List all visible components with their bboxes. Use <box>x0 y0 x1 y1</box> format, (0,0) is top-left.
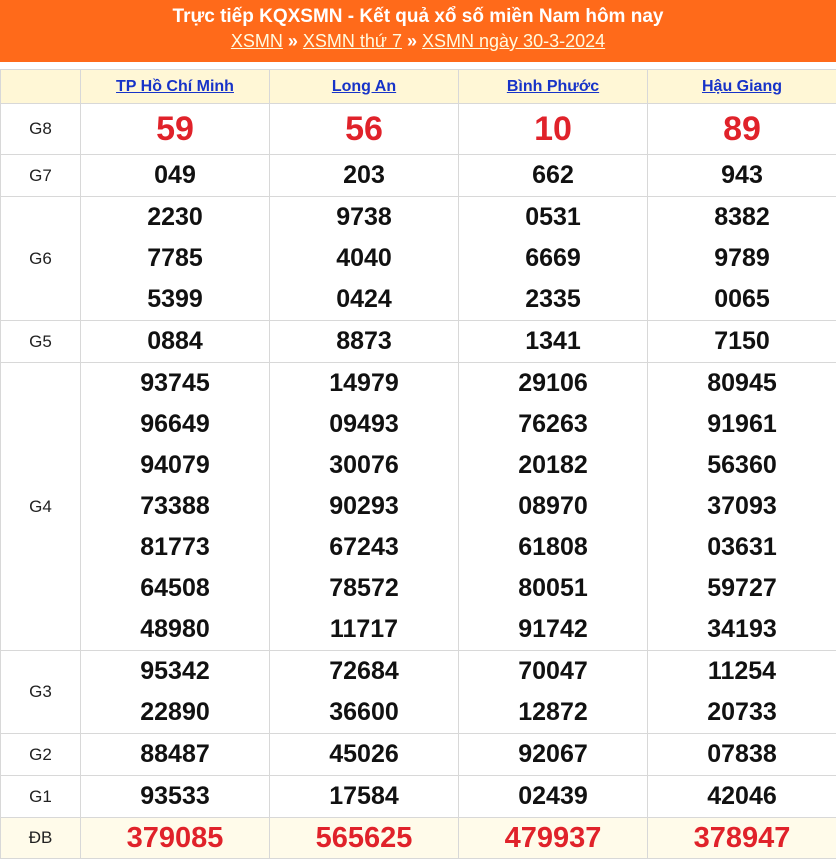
prize-label: G1 <box>1 776 81 818</box>
prize-label: G2 <box>1 734 81 776</box>
result-number: 73388 <box>140 492 210 520</box>
result-number: 95342 <box>140 657 210 685</box>
breadcrumb-xsmn-thu-7[interactable]: XSMN thứ 7 <box>302 31 402 51</box>
result-number: 02439 <box>518 782 588 810</box>
prize-row <box>1 651 836 734</box>
header-corner <box>1 70 81 104</box>
result-number: 565625 <box>315 822 413 854</box>
prize-cell <box>648 321 836 363</box>
prize-cell <box>648 734 836 776</box>
prize-row <box>1 818 836 859</box>
prize-label: G4 <box>1 363 81 651</box>
prize-cell <box>270 651 459 734</box>
prize-row <box>1 776 836 818</box>
prize-cell <box>270 776 459 818</box>
province-link-hau-giang[interactable]: Hậu Giang <box>701 77 782 95</box>
prize-cell <box>648 818 836 859</box>
result-number: 1341 <box>525 327 581 355</box>
result-number: 8873 <box>336 327 392 355</box>
result-number: 9789 <box>714 244 770 272</box>
result-number: 22890 <box>140 698 210 726</box>
prize-cell <box>270 818 459 859</box>
prize-row <box>1 321 836 363</box>
prize-table-body <box>1 104 836 859</box>
result-number: 56360 <box>707 451 777 479</box>
result-number: 80051 <box>518 574 588 602</box>
result-number: 29106 <box>518 369 588 397</box>
province-link-long-an[interactable]: Long An <box>331 77 397 95</box>
prize-cell <box>459 818 648 859</box>
prize-cell <box>81 155 270 197</box>
result-number: 379085 <box>126 822 224 854</box>
prize-cell <box>81 363 270 651</box>
result-number: 45026 <box>329 740 399 768</box>
prize-row <box>1 104 836 155</box>
result-number: 943 <box>721 161 763 189</box>
page-header <box>0 0 836 62</box>
prize-cell <box>270 104 459 155</box>
lottery-results-table <box>0 69 836 859</box>
result-number: 0065 <box>714 285 770 313</box>
prize-cell <box>459 651 648 734</box>
result-number: 76263 <box>518 410 588 438</box>
prize-cell <box>459 776 648 818</box>
prize-cell <box>459 104 648 155</box>
result-number: 72684 <box>329 657 399 685</box>
result-number: 378947 <box>693 822 791 854</box>
prize-cell <box>459 197 648 321</box>
prize-label: G3 <box>1 651 81 734</box>
result-number: 479937 <box>504 822 602 854</box>
prize-cell <box>648 776 836 818</box>
prize-row <box>1 734 836 776</box>
result-number: 7150 <box>714 327 770 355</box>
prize-cell <box>648 104 836 155</box>
prize-cell <box>81 734 270 776</box>
result-number: 90293 <box>329 492 399 520</box>
result-number: 8382 <box>714 203 770 231</box>
breadcrumb-xsmn[interactable]: XSMN <box>230 31 283 51</box>
result-number: 0531 <box>525 203 581 231</box>
result-number: 4040 <box>336 244 392 272</box>
result-number: 56 <box>345 110 383 148</box>
prize-cell <box>459 155 648 197</box>
prize-row <box>1 363 836 651</box>
prize-cell <box>81 651 270 734</box>
result-number: 14979 <box>329 369 399 397</box>
result-number: 03631 <box>707 533 777 561</box>
prize-cell <box>270 363 459 651</box>
result-number: 07838 <box>707 740 777 768</box>
result-number: 203 <box>343 161 385 189</box>
result-number: 34193 <box>707 615 777 643</box>
result-number: 91742 <box>518 615 588 643</box>
result-number: 78572 <box>329 574 399 602</box>
breadcrumb <box>0 30 836 52</box>
prize-label: G5 <box>1 321 81 363</box>
result-number: 89 <box>723 110 761 148</box>
result-number: 94079 <box>140 451 210 479</box>
prize-cell <box>270 321 459 363</box>
page-title: Trực tiếp KQXSMN - Kết quả xổ số miền Nam hôm nay <box>172 6 664 27</box>
result-number: 88487 <box>140 740 210 768</box>
result-number: 91961 <box>707 410 777 438</box>
result-number: 20733 <box>707 698 777 726</box>
result-number: 67243 <box>329 533 399 561</box>
prize-cell <box>270 734 459 776</box>
prize-row <box>1 197 836 321</box>
prize-label: G6 <box>1 197 81 321</box>
result-number: 0884 <box>147 327 203 355</box>
prize-cell <box>270 197 459 321</box>
province-header <box>459 70 648 104</box>
result-number: 9738 <box>336 203 392 231</box>
prize-cell <box>81 197 270 321</box>
province-link-binh-phuoc[interactable]: Bình Phước <box>506 77 600 95</box>
breadcrumb-separator: » <box>407 31 418 51</box>
result-number: 93745 <box>140 369 210 397</box>
result-number: 08970 <box>518 492 588 520</box>
result-number: 0424 <box>336 285 392 313</box>
prize-cell <box>81 104 270 155</box>
result-number: 48980 <box>140 615 210 643</box>
result-number: 09493 <box>329 410 399 438</box>
result-number: 17584 <box>329 782 399 810</box>
prize-cell <box>648 651 836 734</box>
prize-label: G7 <box>1 155 81 197</box>
prize-row <box>1 155 836 197</box>
result-number: 37093 <box>707 492 777 520</box>
result-number: 049 <box>154 161 196 189</box>
prize-cell <box>81 321 270 363</box>
prize-label: ĐB <box>1 818 81 859</box>
result-number: 96649 <box>140 410 210 438</box>
result-number: 61808 <box>518 533 588 561</box>
prize-cell <box>81 818 270 859</box>
result-number: 92067 <box>518 740 588 768</box>
result-number: 2230 <box>147 203 203 231</box>
prize-label: G8 <box>1 104 81 155</box>
province-header-row <box>1 70 836 104</box>
result-number: 80945 <box>707 369 777 397</box>
result-number: 93533 <box>140 782 210 810</box>
prize-cell <box>648 197 836 321</box>
result-number: 12872 <box>518 698 588 726</box>
result-number: 70047 <box>518 657 588 685</box>
prize-cell <box>459 734 648 776</box>
prize-cell <box>648 363 836 651</box>
result-number: 2335 <box>525 285 581 313</box>
province-link-tp-ho-chi-minh[interactable]: TP Hồ Chí Minh <box>116 77 234 95</box>
prize-cell <box>81 776 270 818</box>
result-number: 5399 <box>147 285 203 313</box>
result-number: 10 <box>534 110 572 148</box>
prize-cell <box>270 155 459 197</box>
result-number: 81773 <box>140 533 210 561</box>
result-number: 662 <box>532 161 574 189</box>
result-number: 64508 <box>140 574 210 602</box>
breadcrumb-separator: » <box>287 31 298 51</box>
result-number: 11717 <box>329 615 399 643</box>
result-number: 30076 <box>329 451 399 479</box>
prize-cell <box>648 155 836 197</box>
result-number: 6669 <box>525 244 581 272</box>
result-number: 42046 <box>707 782 777 810</box>
result-number: 59727 <box>707 574 777 602</box>
province-header <box>81 70 270 104</box>
result-number: 11254 <box>707 657 777 685</box>
result-number: 20182 <box>518 451 588 479</box>
prize-cell <box>459 363 648 651</box>
result-number: 7785 <box>147 244 203 272</box>
result-number: 59 <box>156 110 194 148</box>
prize-cell <box>459 321 648 363</box>
province-header <box>648 70 836 104</box>
breadcrumb-xsmn-date[interactable]: XSMN ngày 30-3-2024 <box>422 31 606 51</box>
result-number: 36600 <box>329 698 399 726</box>
province-header <box>270 70 459 104</box>
